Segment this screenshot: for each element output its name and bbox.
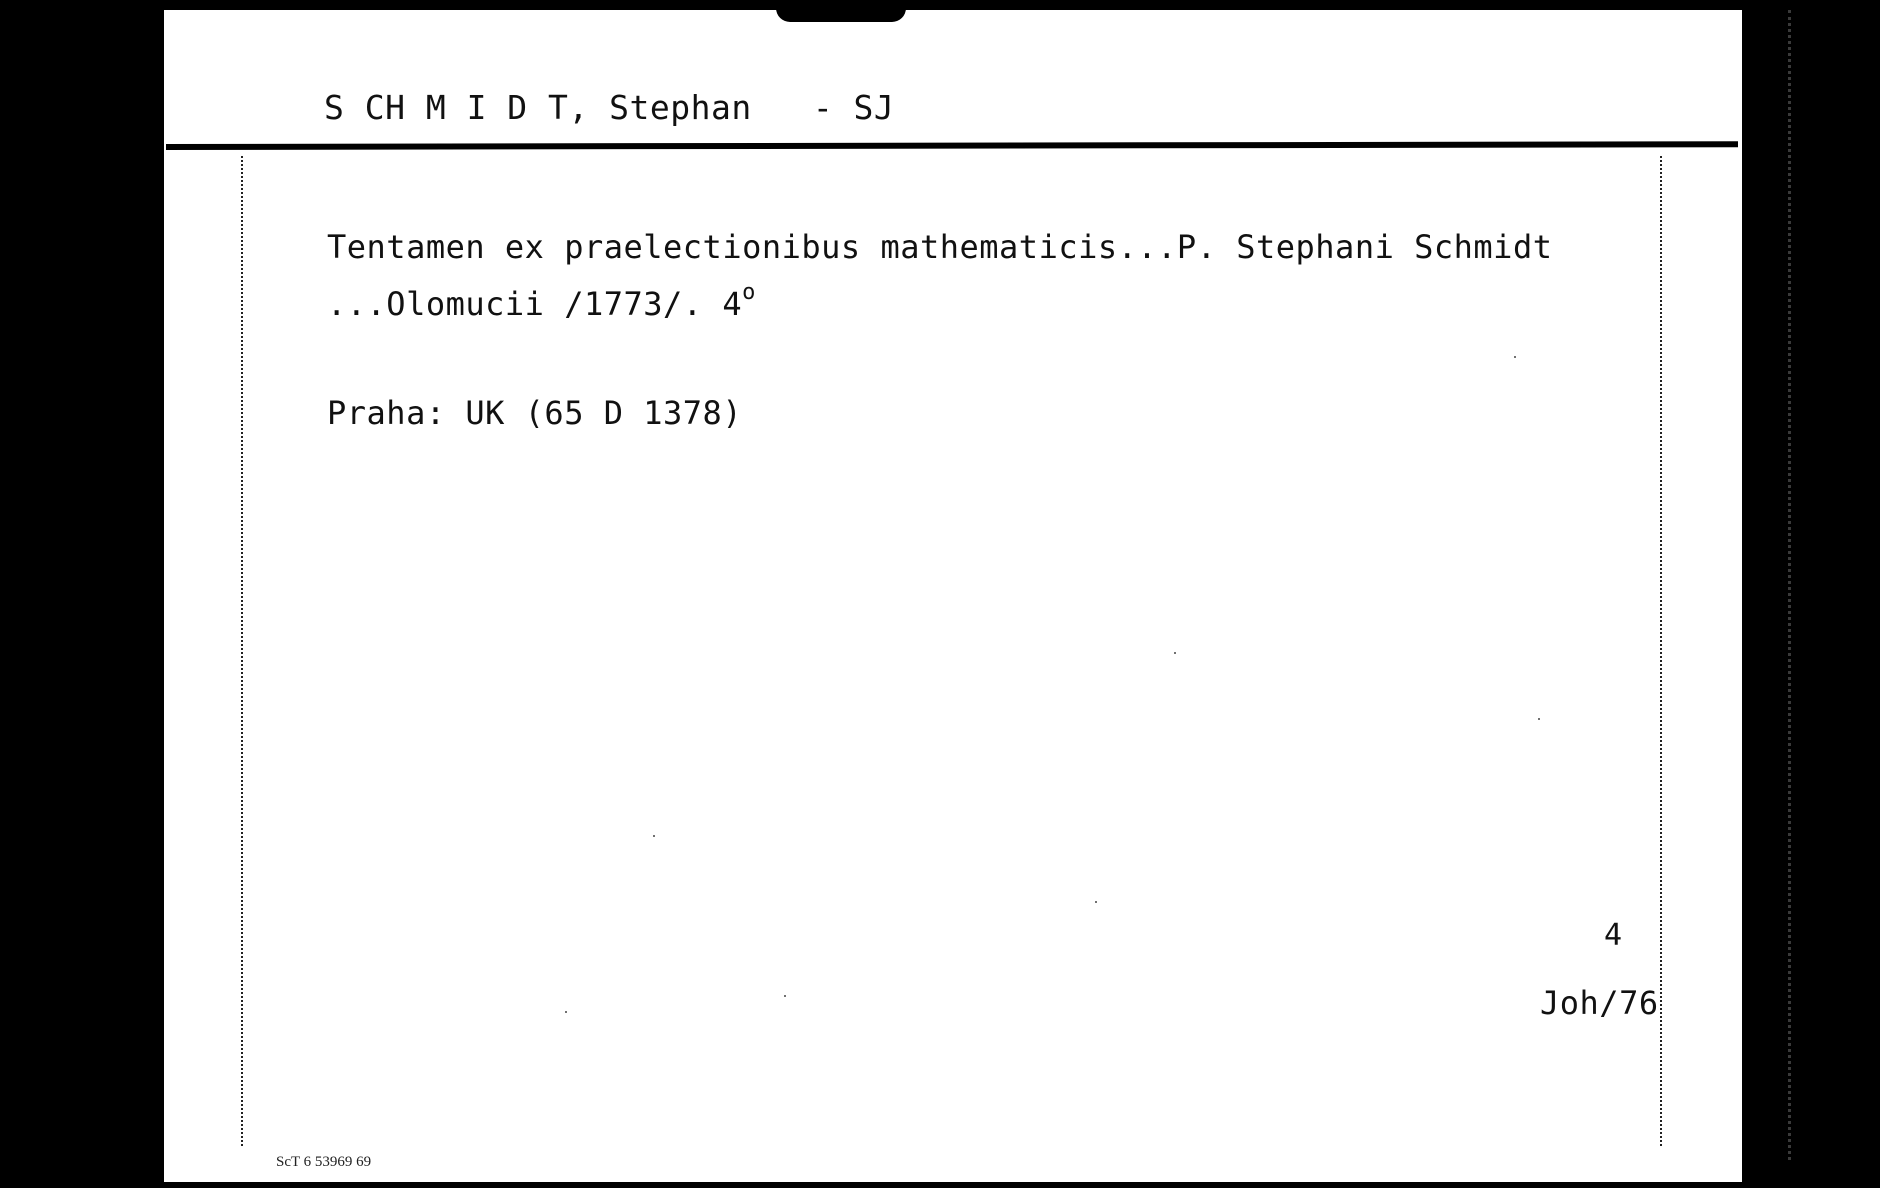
scan-speck <box>653 835 655 837</box>
left-margin-line <box>241 156 243 1146</box>
right-margin-line <box>1660 156 1662 1146</box>
title-line-2 <box>327 280 756 323</box>
catalog-code: Joh/76 <box>1540 984 1659 1022</box>
title-line-2-text: ...Olomucii /1773/. 4 <box>327 285 743 323</box>
copy-count: 4 <box>1604 918 1623 953</box>
scan-speck <box>1174 652 1176 654</box>
scan-speck <box>1514 356 1516 358</box>
header-rule <box>166 141 1738 150</box>
scan-speck <box>784 995 786 997</box>
holding-location: Praha: UK (65 D 1378) <box>327 394 743 432</box>
format-superscript: o <box>742 280 756 305</box>
scan-edge <box>1788 10 1797 1160</box>
scan-speck <box>1538 718 1540 720</box>
scan-speck <box>565 1011 567 1013</box>
author-heading: S CH M I D T, Stephan - SJ <box>324 88 895 127</box>
catalog-card <box>164 10 1742 1182</box>
scan-speck <box>1095 901 1097 903</box>
title-line-1: Tentamen ex praelectionibus mathematicis...P. Stephani Schmidt <box>327 228 1553 266</box>
print-code: ScT 6 53969 69 <box>276 1154 372 1170</box>
card-punch-notch <box>776 8 906 22</box>
